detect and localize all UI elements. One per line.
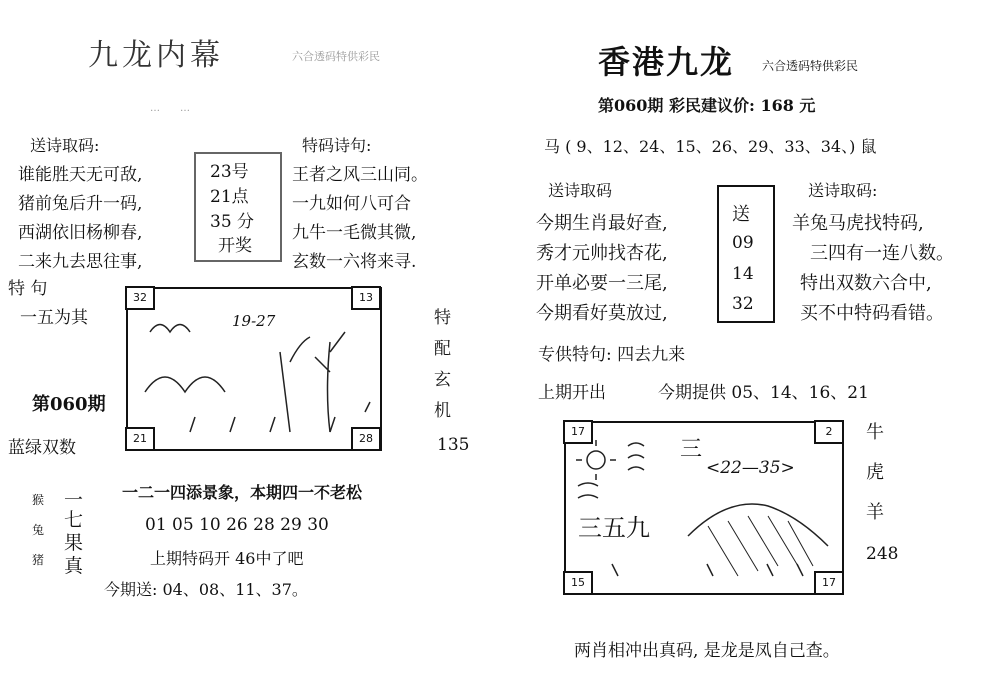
side-vertical-char: 机: [434, 401, 451, 421]
last-line: 上期特码开 46中了吧: [150, 549, 304, 568]
right-poem-line: 今期看好莫放过,: [536, 303, 668, 324]
right-picture-sketch: [568, 426, 836, 588]
animal-label: 兔: [32, 523, 45, 537]
side-vertical-char: 特: [434, 308, 451, 328]
left-poem-right-line: 玄数一六将来寻.: [292, 252, 417, 272]
picture-corner: 2: [814, 420, 844, 444]
special-line: 专供特句: 四去九来: [538, 345, 686, 365]
right-title: 香港九龙: [598, 43, 735, 81]
special-text: 一五为其: [20, 308, 88, 328]
draw-label: 开奖: [218, 236, 252, 256]
bottom-label: 蓝绿双数: [8, 438, 76, 458]
left-picture-sketch: [130, 292, 374, 442]
left-poem-right-line: 九牛一毛微其微,: [292, 223, 417, 243]
left-poem-right-line: 王者之风三山同。: [292, 165, 428, 185]
today-send: 今期送: 04、08、11、37。: [104, 580, 308, 599]
horse-line: 马 ( 9、12、24、15、26、29、33、34、) 鼠: [544, 137, 877, 156]
left-poem-head-right: 特码诗句:: [302, 136, 372, 155]
side-vertical-char: 牛: [866, 422, 884, 443]
side-vertical-char: 羊: [866, 502, 884, 523]
right-poem-right-line: 羊兔马虎找特码,: [792, 213, 924, 234]
picture-corner: 15: [563, 571, 593, 595]
picture-corner: 17: [814, 571, 844, 595]
footer-text: 两肖相冲出真码, 是龙是凤自己查。: [574, 641, 840, 661]
right-poem-right-line: 特出双数六合中,: [800, 273, 932, 294]
side-vertical-char: 玄: [434, 370, 451, 390]
left-title: 九龙内幕: [88, 38, 224, 73]
right-poem-line: 秀才元帅找杏花,: [536, 243, 668, 264]
right-poem-right-line: 买不中特码看错。: [800, 303, 944, 324]
slogan: 一二一四添景象，本期四一不老松: [122, 483, 363, 502]
numbers-line: 01 05 10 26 28 29 30: [145, 515, 329, 535]
special-label: 特 句: [8, 279, 48, 299]
send-label: 送: [732, 204, 750, 225]
left-poem-line: 西湖依旧杨柳春,: [18, 223, 143, 243]
left-poem-right-line: 一九如何八可合: [292, 194, 411, 214]
picture-corner: 21: [125, 427, 155, 451]
issue-line: 第060期 彩民建议价: 168 元: [598, 96, 816, 115]
send-number: 14: [732, 264, 754, 284]
last-open: 上期开出: [538, 383, 606, 403]
fruit-char: 一: [64, 489, 84, 511]
side-number: 135: [437, 435, 470, 455]
send-number: 09: [732, 233, 754, 253]
draw-number: 23号: [210, 162, 249, 182]
right-poem-line: 今期生肖最好查,: [536, 213, 668, 234]
draw-hour: 21点: [210, 187, 249, 207]
animal-label: 猪: [32, 553, 45, 567]
left-issue: 第060期: [32, 394, 106, 415]
left-poem-line: 二来九去思往事,: [18, 252, 143, 272]
picture-corner: 32: [125, 286, 155, 310]
today-provide: 今期提供 05、14、16、21: [658, 383, 869, 403]
picture-corner: 17: [563, 420, 593, 444]
animal-label: 猴: [32, 493, 45, 507]
picture-scribble: 三五九: [578, 514, 650, 542]
picture-scribble: 19-27: [232, 312, 276, 330]
fruit-char: 七: [64, 509, 84, 531]
left-poem-line: 猪前兔后升一码,: [18, 194, 143, 214]
draw-minute: 35 分: [210, 212, 255, 232]
fruit-char: 果: [64, 532, 84, 554]
side-vertical-char: 配: [434, 339, 451, 359]
right-panel: [500, 0, 993, 678]
right-poem-line: 开单必要一三尾,: [536, 273, 668, 294]
side-number: 248: [866, 544, 899, 564]
right-poem-right-line: 三四有一连八数。: [810, 243, 954, 264]
left-poem-line: 谁能胜天无可敌,: [18, 165, 143, 185]
picture-corner: 13: [351, 286, 381, 310]
right-poem-head-left: 送诗取码: [548, 181, 613, 200]
left-poem-head-left: 送诗取码:: [30, 136, 100, 155]
fruit-char: 真: [64, 555, 84, 577]
right-title-sub: 六合透码特供彩民: [762, 59, 859, 73]
picture-corner: 28: [351, 427, 381, 451]
left-title-sub: 六合透码特供彩民: [292, 50, 380, 63]
send-number: 32: [732, 294, 754, 314]
left-faint-line: ……: [150, 103, 210, 114]
side-vertical-char: 虎: [866, 462, 884, 483]
picture-scribble: 三: [680, 437, 703, 462]
picture-scribble: <22—35>: [706, 458, 795, 478]
right-poem-head-right: 送诗取码:: [808, 181, 878, 200]
